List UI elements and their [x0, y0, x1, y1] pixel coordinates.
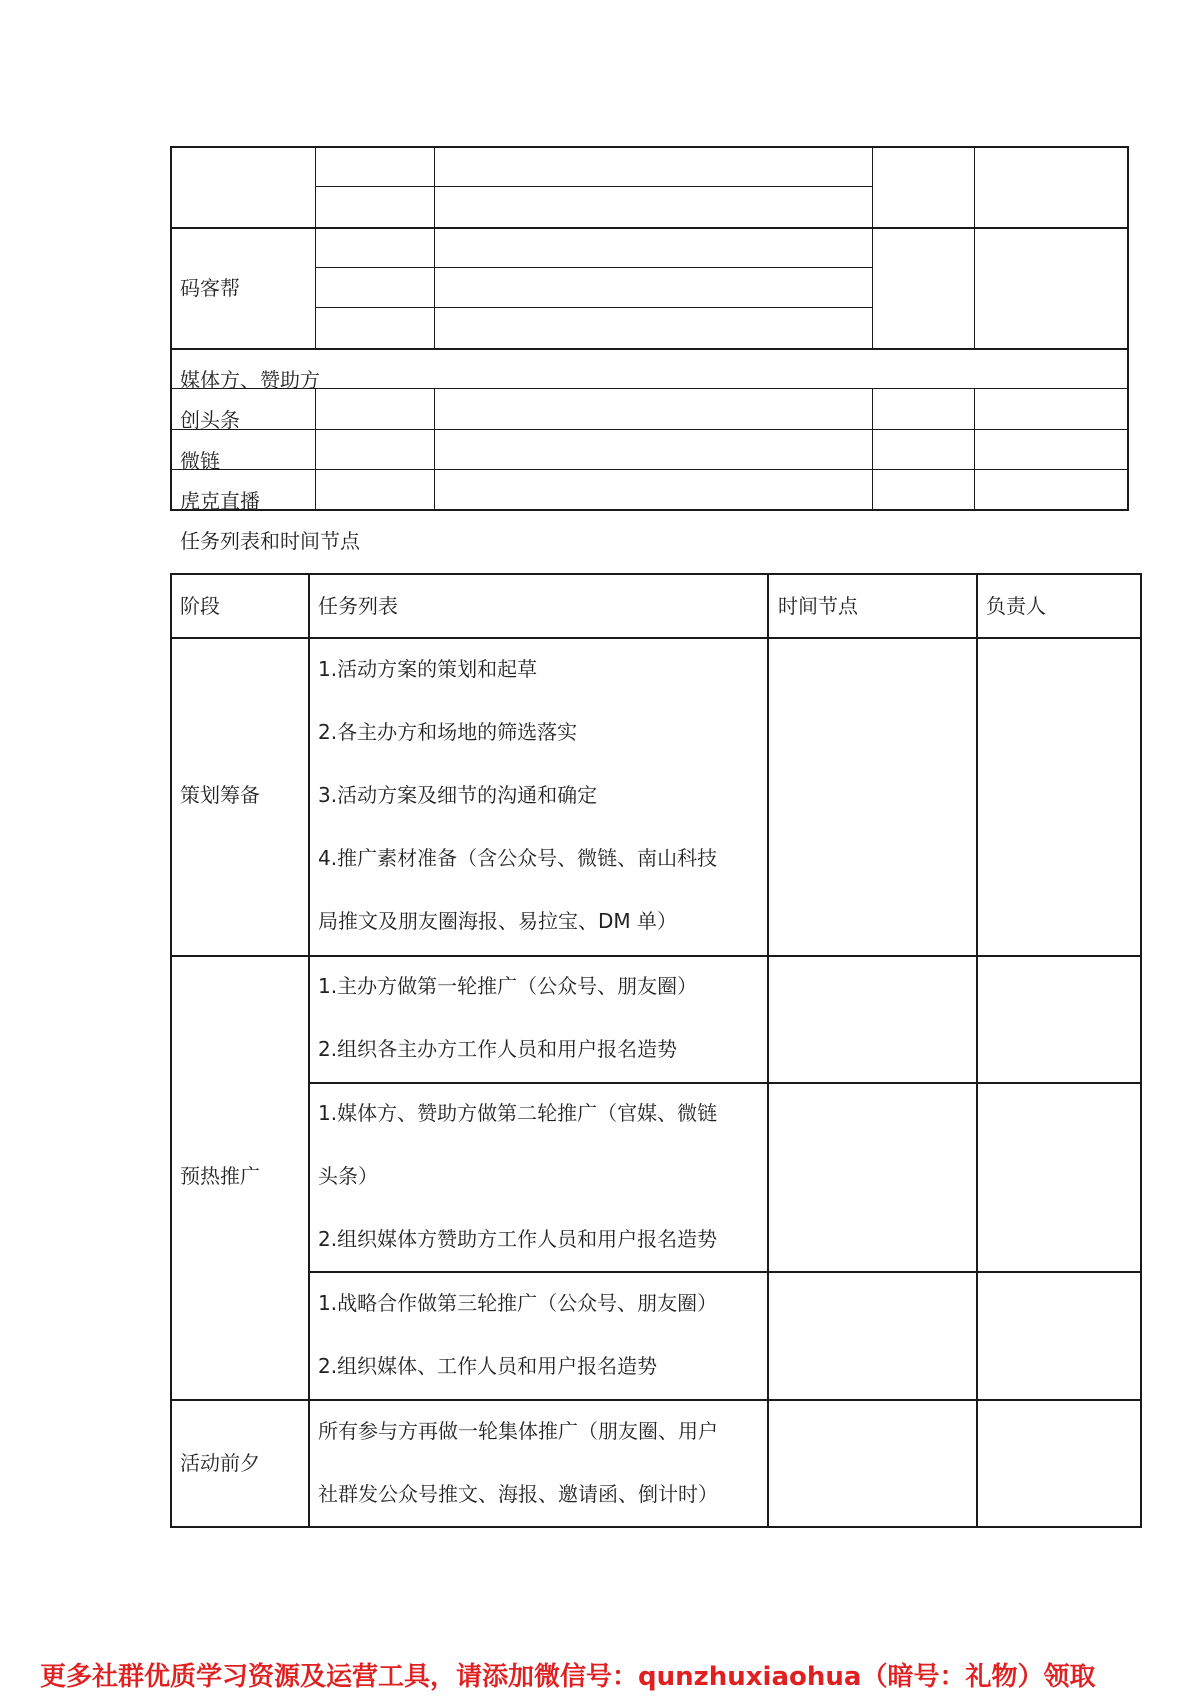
task-item: 1.媒体方、赞助方做第二轮推广（官媒、微链: [318, 1101, 718, 1125]
task-item: 社群发公众号推文、海报、邀请函、倒计时）: [318, 1482, 718, 1506]
row-label-weilian: 微链: [180, 449, 220, 473]
section-caption: 任务列表和时间节点: [180, 529, 360, 553]
header-owner: 负责人: [986, 594, 1046, 618]
task-item: 2.各主办方和场地的筛选落实: [318, 720, 578, 744]
phase-warmup: 预热推广: [180, 1164, 260, 1188]
row-label-chuangtoutiao: 创头条: [180, 408, 240, 432]
task-item: 2.组织各主办方工作人员和用户报名造势: [318, 1037, 678, 1061]
header-time-node: 时间节点: [778, 594, 858, 618]
row-label-makebang: 码客帮: [180, 276, 240, 300]
task-item: 2.组织媒体、工作人员和用户报名造势: [318, 1354, 658, 1378]
task-item: 所有参与方再做一轮集体推广（朋友圈、用户: [318, 1419, 718, 1443]
row-label-media-sponsor: 媒体方、赞助方: [180, 368, 320, 392]
phase-eve: 活动前夕: [180, 1451, 260, 1475]
row-label-hukezhibo: 虎克直播: [180, 489, 260, 513]
task-item: 1.主办方做第一轮推广（公众号、朋友圈）: [318, 974, 698, 998]
task-item: 1.战略合作做第三轮推广（公众号、朋友圈）: [318, 1291, 718, 1315]
phase-planning: 策划筹备: [180, 783, 260, 807]
task-item: 3.活动方案及细节的沟通和确定: [318, 783, 598, 807]
task-item: 头条）: [318, 1164, 378, 1188]
task-item: 4.推广素材准备（含公众号、微链、南山科技: [318, 846, 718, 870]
task-item: 1.活动方案的策划和起草: [318, 657, 538, 681]
task-item: 局推文及朋友圈海报、易拉宝、DM 单）: [318, 909, 678, 933]
header-phase: 阶段: [180, 594, 220, 618]
task-item: 2.组织媒体方赞助方工作人员和用户报名造势: [318, 1227, 718, 1251]
footer-promo: 更多社群优质学习资源及运营工具，请添加微信号：qunzhuxiaohua（暗号：礼物）领取: [40, 1662, 1096, 1692]
header-task-list: 任务列表: [318, 594, 398, 618]
